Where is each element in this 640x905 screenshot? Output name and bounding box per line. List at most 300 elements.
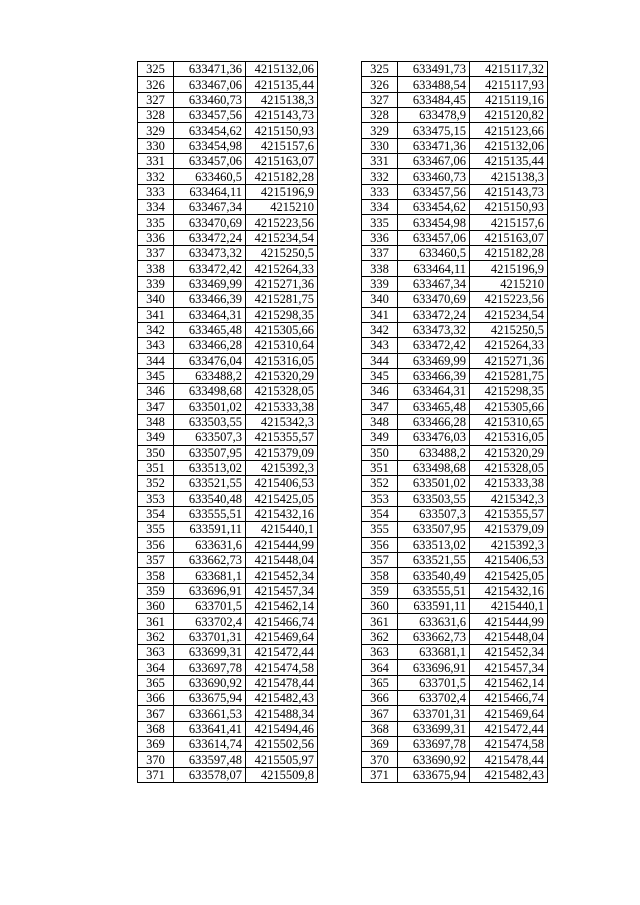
x-coordinate-cell: 633498,68 (398, 460, 470, 475)
point-number-cell: 327 (362, 92, 398, 107)
y-coordinate-cell: 4215271,36 (470, 353, 548, 368)
x-coordinate-cell: 633662,73 (398, 629, 470, 644)
x-coordinate-cell: 633507,95 (398, 522, 470, 537)
point-number-cell: 353 (138, 491, 174, 506)
table-row (138, 230, 318, 245)
table-row (362, 169, 548, 184)
point-number-cell: 346 (138, 384, 174, 399)
x-coordinate-cell: 633469,99 (398, 353, 470, 368)
table-row (138, 476, 318, 491)
point-number-cell: 341 (362, 307, 398, 322)
point-number-cell: 331 (138, 154, 174, 169)
y-coordinate-cell: 4215196,9 (246, 184, 318, 199)
y-coordinate-cell: 4215182,28 (470, 246, 548, 261)
x-coordinate-cell: 633454,62 (398, 200, 470, 215)
x-coordinate-cell: 633460,5 (174, 169, 246, 184)
table-row (138, 491, 318, 506)
y-coordinate-cell: 4215316,05 (470, 430, 548, 445)
y-coordinate-cell: 4215132,06 (246, 62, 318, 77)
x-coordinate-cell: 633498,68 (174, 384, 246, 399)
table-row (362, 322, 548, 337)
y-coordinate-cell: 4215135,44 (246, 77, 318, 92)
x-coordinate-cell: 633472,42 (398, 338, 470, 353)
y-coordinate-cell: 4215462,14 (246, 599, 318, 614)
x-coordinate-cell: 633466,39 (174, 292, 246, 307)
table-row (138, 215, 318, 230)
x-coordinate-cell: 633662,73 (174, 553, 246, 568)
table-row (138, 599, 318, 614)
x-coordinate-cell: 633578,07 (174, 767, 246, 782)
point-number-cell: 348 (138, 414, 174, 429)
table-row (362, 307, 548, 322)
y-coordinate-cell: 4215466,74 (470, 691, 548, 706)
x-coordinate-cell: 633701,5 (174, 599, 246, 614)
table-row (362, 338, 548, 353)
table-row (362, 645, 548, 660)
x-coordinate-cell: 633701,31 (174, 629, 246, 644)
x-coordinate-cell: 633469,99 (174, 276, 246, 291)
table-row (362, 767, 548, 782)
table-row (362, 691, 548, 706)
point-number-cell: 328 (362, 108, 398, 123)
x-coordinate-cell: 633696,91 (174, 583, 246, 598)
x-coordinate-cell: 633475,15 (398, 123, 470, 138)
point-number-cell: 364 (362, 660, 398, 675)
x-coordinate-cell: 633467,34 (174, 200, 246, 215)
point-number-cell: 366 (362, 691, 398, 706)
table-row (138, 460, 318, 475)
y-coordinate-cell: 4215119,16 (470, 92, 548, 107)
table-row (362, 675, 548, 690)
point-number-cell: 362 (362, 629, 398, 644)
x-coordinate-cell: 633501,02 (398, 476, 470, 491)
table-row (362, 230, 548, 245)
x-coordinate-cell: 633454,98 (398, 215, 470, 230)
table-row (138, 767, 318, 782)
point-number-cell: 355 (138, 522, 174, 537)
x-coordinate-cell: 633507,3 (398, 506, 470, 521)
table-row (138, 338, 318, 353)
point-number-cell: 338 (138, 261, 174, 276)
x-coordinate-cell: 633466,39 (398, 368, 470, 383)
y-coordinate-cell: 4215392,3 (246, 460, 318, 475)
x-coordinate-cell: 633460,5 (398, 246, 470, 261)
y-coordinate-cell: 4215457,34 (246, 583, 318, 598)
table-row (362, 92, 548, 107)
table-row (362, 553, 548, 568)
table-row (138, 77, 318, 92)
y-coordinate-cell: 4215182,28 (246, 169, 318, 184)
y-coordinate-cell: 4215135,44 (470, 154, 548, 169)
point-number-cell: 354 (138, 506, 174, 521)
table-row (138, 62, 318, 77)
x-coordinate-cell: 633465,48 (174, 322, 246, 337)
point-number-cell: 347 (138, 399, 174, 414)
table-row (362, 506, 548, 521)
y-coordinate-cell: 4215157,6 (246, 138, 318, 153)
x-coordinate-cell: 633457,06 (174, 154, 246, 169)
table-row (362, 476, 548, 491)
point-number-cell: 345 (138, 368, 174, 383)
x-coordinate-cell: 633697,78 (174, 660, 246, 675)
x-coordinate-cell: 633484,45 (398, 92, 470, 107)
table-row (362, 445, 548, 460)
x-coordinate-cell: 633681,1 (398, 645, 470, 660)
point-number-cell: 329 (138, 123, 174, 138)
table-row (362, 537, 548, 552)
table-row (362, 399, 548, 414)
table-row (138, 123, 318, 138)
x-coordinate-cell: 633681,1 (174, 568, 246, 583)
point-number-cell: 338 (362, 261, 398, 276)
y-coordinate-cell: 4215440,1 (246, 522, 318, 537)
point-number-cell: 339 (362, 276, 398, 291)
y-coordinate-cell: 4215342,3 (470, 491, 548, 506)
x-coordinate-cell: 633702,4 (398, 691, 470, 706)
table-row (362, 292, 548, 307)
y-coordinate-cell: 4215316,05 (246, 353, 318, 368)
x-coordinate-cell: 633466,28 (174, 338, 246, 353)
x-coordinate-cell: 633513,02 (398, 537, 470, 552)
y-coordinate-cell: 4215117,93 (470, 77, 548, 92)
point-number-cell: 353 (362, 491, 398, 506)
x-coordinate-cell: 633591,11 (398, 599, 470, 614)
y-coordinate-cell: 4215157,6 (470, 215, 548, 230)
point-number-cell: 368 (138, 721, 174, 736)
y-coordinate-cell: 4215298,35 (246, 307, 318, 322)
point-number-cell: 326 (138, 77, 174, 92)
table-row (138, 706, 318, 721)
y-coordinate-cell: 4215138,3 (470, 169, 548, 184)
point-number-cell: 357 (138, 553, 174, 568)
table-row (362, 138, 548, 153)
point-number-cell: 340 (362, 292, 398, 307)
x-coordinate-cell: 633702,4 (174, 614, 246, 629)
x-coordinate-cell: 633471,36 (398, 138, 470, 153)
y-coordinate-cell: 4215163,07 (246, 154, 318, 169)
x-coordinate-cell: 633457,06 (398, 230, 470, 245)
point-number-cell: 351 (138, 460, 174, 475)
table-row (138, 445, 318, 460)
table-row (138, 92, 318, 107)
point-number-cell: 350 (138, 445, 174, 460)
point-number-cell: 336 (362, 230, 398, 245)
x-coordinate-cell: 633521,55 (174, 476, 246, 491)
table-row (138, 675, 318, 690)
point-number-cell: 339 (138, 276, 174, 291)
y-coordinate-cell: 4215298,35 (470, 384, 548, 399)
point-number-cell: 359 (362, 583, 398, 598)
point-number-cell: 347 (362, 399, 398, 414)
y-coordinate-cell: 4215466,74 (246, 614, 318, 629)
x-coordinate-cell: 633555,51 (174, 506, 246, 521)
table-row (138, 276, 318, 291)
x-coordinate-cell: 633540,49 (398, 568, 470, 583)
y-coordinate-cell: 4215432,16 (470, 583, 548, 598)
x-coordinate-cell: 633661,53 (174, 706, 246, 721)
table-row (362, 276, 548, 291)
point-number-cell: 355 (362, 522, 398, 537)
point-number-cell: 334 (138, 200, 174, 215)
table-row (138, 522, 318, 537)
x-coordinate-cell: 633701,31 (398, 706, 470, 721)
point-number-cell: 330 (362, 138, 398, 153)
y-coordinate-cell: 4215478,44 (246, 675, 318, 690)
table-row (138, 752, 318, 767)
x-coordinate-cell: 633457,56 (174, 108, 246, 123)
point-number-cell: 360 (138, 599, 174, 614)
point-number-cell: 328 (138, 108, 174, 123)
point-number-cell: 367 (362, 706, 398, 721)
y-coordinate-cell: 4215132,06 (470, 138, 548, 153)
table-row (138, 200, 318, 215)
y-coordinate-cell: 4215425,05 (470, 568, 548, 583)
point-number-cell: 336 (138, 230, 174, 245)
y-coordinate-cell: 4215469,64 (470, 706, 548, 721)
point-number-cell: 352 (362, 476, 398, 491)
table-row (362, 752, 548, 767)
point-number-cell: 363 (138, 645, 174, 660)
x-coordinate-cell: 633467,06 (398, 154, 470, 169)
table-row (138, 583, 318, 598)
table-row (138, 322, 318, 337)
x-coordinate-cell: 633507,3 (174, 430, 246, 445)
point-number-cell: 358 (138, 568, 174, 583)
table-row (362, 154, 548, 169)
x-coordinate-cell: 633501,02 (174, 399, 246, 414)
y-coordinate-cell: 4215250,5 (246, 246, 318, 261)
y-coordinate-cell: 4215457,34 (470, 660, 548, 675)
x-coordinate-cell: 633473,32 (398, 322, 470, 337)
table-row (138, 553, 318, 568)
y-coordinate-cell: 4215452,34 (470, 645, 548, 660)
table-row (138, 169, 318, 184)
x-coordinate-cell: 633503,55 (174, 414, 246, 429)
x-coordinate-cell: 633470,69 (398, 292, 470, 307)
x-coordinate-cell: 633460,73 (174, 92, 246, 107)
y-coordinate-cell: 4215196,9 (470, 261, 548, 276)
table-row (138, 737, 318, 752)
x-coordinate-cell: 633597,48 (174, 752, 246, 767)
x-coordinate-cell: 633513,02 (174, 460, 246, 475)
y-coordinate-cell: 4215462,14 (470, 675, 548, 690)
point-number-cell: 359 (138, 583, 174, 598)
table-row (138, 691, 318, 706)
table-row (138, 261, 318, 276)
point-number-cell: 356 (362, 537, 398, 552)
point-number-cell: 350 (362, 445, 398, 460)
point-number-cell: 343 (362, 338, 398, 353)
y-coordinate-cell: 4215474,58 (246, 660, 318, 675)
y-coordinate-cell: 4215406,53 (246, 476, 318, 491)
y-coordinate-cell: 4215444,99 (246, 537, 318, 552)
point-number-cell: 365 (362, 675, 398, 690)
y-coordinate-cell: 4215143,73 (246, 108, 318, 123)
y-coordinate-cell: 4215494,46 (246, 721, 318, 736)
y-coordinate-cell: 4215310,65 (470, 414, 548, 429)
table-row (362, 123, 548, 138)
point-number-cell: 335 (362, 215, 398, 230)
table-row (362, 261, 548, 276)
table-body (138, 62, 318, 783)
point-number-cell: 349 (362, 430, 398, 445)
x-coordinate-cell: 633699,31 (174, 645, 246, 660)
table-row (138, 384, 318, 399)
x-coordinate-cell: 633472,24 (174, 230, 246, 245)
point-number-cell: 371 (362, 767, 398, 782)
table-row (138, 246, 318, 261)
y-coordinate-cell: 4215210 (470, 276, 548, 291)
point-number-cell: 325 (362, 62, 398, 77)
point-number-cell: 370 (138, 752, 174, 767)
point-number-cell: 341 (138, 307, 174, 322)
point-number-cell: 330 (138, 138, 174, 153)
point-number-cell: 348 (362, 414, 398, 429)
point-number-cell: 342 (138, 322, 174, 337)
table-row (362, 108, 548, 123)
y-coordinate-cell: 4215472,44 (470, 721, 548, 736)
point-number-cell: 342 (362, 322, 398, 337)
y-coordinate-cell: 4215281,75 (246, 292, 318, 307)
table-row (138, 292, 318, 307)
point-number-cell: 358 (362, 568, 398, 583)
x-coordinate-cell: 633641,41 (174, 721, 246, 736)
point-number-cell: 344 (362, 353, 398, 368)
point-number-cell: 337 (138, 246, 174, 261)
point-number-cell: 364 (138, 660, 174, 675)
table-row (362, 721, 548, 736)
x-coordinate-cell: 633699,31 (398, 721, 470, 736)
y-coordinate-cell: 4215440,1 (470, 599, 548, 614)
y-coordinate-cell: 4215406,53 (470, 553, 548, 568)
y-coordinate-cell: 4215138,3 (246, 92, 318, 107)
table-row (362, 568, 548, 583)
x-coordinate-cell: 633521,55 (398, 553, 470, 568)
x-coordinate-cell: 633464,11 (398, 261, 470, 276)
table-row (362, 62, 548, 77)
y-coordinate-cell: 4215143,73 (470, 184, 548, 199)
y-coordinate-cell: 4215234,54 (470, 307, 548, 322)
table-row (138, 537, 318, 552)
x-coordinate-cell: 633690,92 (174, 675, 246, 690)
y-coordinate-cell: 4215234,54 (246, 230, 318, 245)
x-coordinate-cell: 633464,31 (398, 384, 470, 399)
point-number-cell: 332 (138, 169, 174, 184)
y-coordinate-cell: 4215281,75 (470, 368, 548, 383)
table-row (138, 108, 318, 123)
y-coordinate-cell: 4215328,05 (246, 384, 318, 399)
x-coordinate-cell: 633472,42 (174, 261, 246, 276)
y-coordinate-cell: 4215264,33 (246, 261, 318, 276)
x-coordinate-cell: 633473,32 (174, 246, 246, 261)
point-number-cell: 345 (362, 368, 398, 383)
x-coordinate-cell: 633467,34 (398, 276, 470, 291)
table-row (138, 307, 318, 322)
point-number-cell: 368 (362, 721, 398, 736)
y-coordinate-cell: 4215264,33 (470, 338, 548, 353)
y-coordinate-cell: 4215509,8 (246, 767, 318, 782)
table-row (362, 384, 548, 399)
point-number-cell: 344 (138, 353, 174, 368)
x-coordinate-cell: 633507,95 (174, 445, 246, 460)
point-number-cell: 369 (362, 737, 398, 752)
x-coordinate-cell: 633631,6 (174, 537, 246, 552)
table-row (138, 568, 318, 583)
table-row (362, 353, 548, 368)
point-number-cell: 335 (138, 215, 174, 230)
point-number-cell: 337 (362, 246, 398, 261)
x-coordinate-cell: 633701,5 (398, 675, 470, 690)
table-row (362, 368, 548, 383)
point-number-cell: 343 (138, 338, 174, 353)
point-number-cell: 325 (138, 62, 174, 77)
table-row (362, 614, 548, 629)
y-coordinate-cell: 4215474,58 (470, 737, 548, 752)
y-coordinate-cell: 4215123,66 (470, 123, 548, 138)
x-coordinate-cell: 633614,74 (174, 737, 246, 752)
y-coordinate-cell: 4215355,57 (470, 506, 548, 521)
x-coordinate-cell: 633488,54 (398, 77, 470, 92)
table-row (138, 368, 318, 383)
table-row (138, 399, 318, 414)
x-coordinate-cell: 633696,91 (398, 660, 470, 675)
y-coordinate-cell: 4215223,56 (470, 292, 548, 307)
x-coordinate-cell: 633476,04 (174, 353, 246, 368)
table-row (362, 599, 548, 614)
y-coordinate-cell: 4215448,04 (246, 553, 318, 568)
table-row (362, 629, 548, 644)
table-row (362, 583, 548, 598)
point-number-cell: 346 (362, 384, 398, 399)
y-coordinate-cell: 4215250,5 (470, 322, 548, 337)
x-coordinate-cell: 633478,9 (398, 108, 470, 123)
point-number-cell: 366 (138, 691, 174, 706)
x-coordinate-cell: 633466,28 (398, 414, 470, 429)
y-coordinate-cell: 4215472,44 (246, 645, 318, 660)
point-number-cell: 333 (362, 184, 398, 199)
x-coordinate-cell: 633488,2 (174, 368, 246, 383)
point-number-cell: 327 (138, 92, 174, 107)
y-coordinate-cell: 4215333,38 (470, 476, 548, 491)
x-coordinate-cell: 633460,73 (398, 169, 470, 184)
point-number-cell: 326 (362, 77, 398, 92)
point-number-cell: 357 (362, 553, 398, 568)
y-coordinate-cell: 4215342,3 (246, 414, 318, 429)
x-coordinate-cell: 633488,2 (398, 445, 470, 460)
point-number-cell: 351 (362, 460, 398, 475)
table-row (138, 629, 318, 644)
y-coordinate-cell: 4215452,34 (246, 568, 318, 583)
y-coordinate-cell: 4215379,09 (470, 522, 548, 537)
y-coordinate-cell: 4215333,38 (246, 399, 318, 414)
y-coordinate-cell: 4215432,16 (246, 506, 318, 521)
x-coordinate-cell: 633472,24 (398, 307, 470, 322)
table-row (138, 414, 318, 429)
point-number-cell: 333 (138, 184, 174, 199)
table-row (138, 645, 318, 660)
x-coordinate-cell: 633467,06 (174, 77, 246, 92)
point-number-cell: 362 (138, 629, 174, 644)
y-coordinate-cell: 4215310,64 (246, 338, 318, 353)
y-coordinate-cell: 4215320,29 (246, 368, 318, 383)
y-coordinate-cell: 4215163,07 (470, 230, 548, 245)
y-coordinate-cell: 4215502,56 (246, 737, 318, 752)
y-coordinate-cell: 4215355,57 (246, 430, 318, 445)
y-coordinate-cell: 4215150,93 (470, 200, 548, 215)
coordinates-table-left (137, 61, 318, 783)
table-row (362, 200, 548, 215)
x-coordinate-cell: 633464,31 (174, 307, 246, 322)
